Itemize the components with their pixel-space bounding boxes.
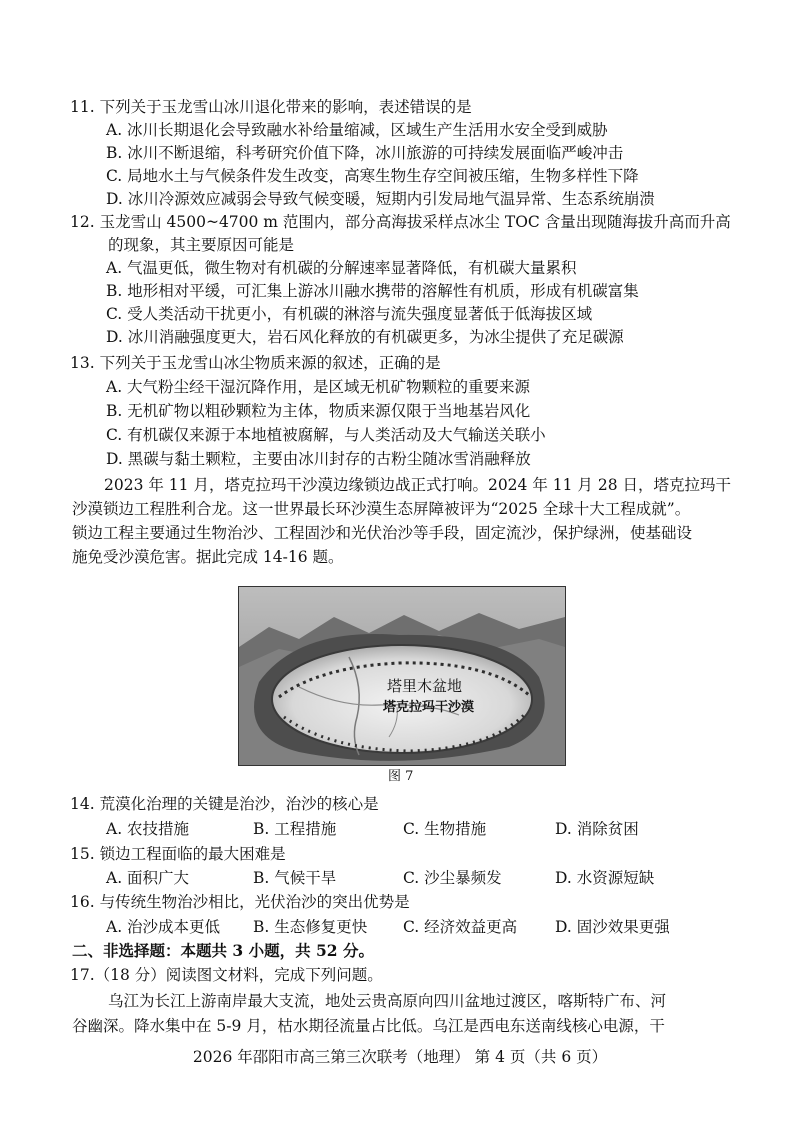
q12-stem-line2: 的现象，其主要原因可能是	[108, 236, 295, 254]
q15-option-a: A. 面积广大	[106, 869, 190, 887]
q12-option-b: B. 地形相对平缓，可汇集上游冰川融水携带的溶解性有机质，形成有机碳富集	[106, 282, 639, 300]
q12-stem-line1: 12. 玉龙雪山 4500~4700 m 范围内，部分高海拔采样点冰尘 TOC 含量出现随海拔升高而升高	[70, 213, 731, 231]
figure-label-taklamakan-desert: 塔克拉玛干沙漠	[383, 699, 475, 714]
q16-stem: 16. 与传统生物治沙相比，光伏治沙的突出优势是	[70, 893, 410, 911]
q11-option-c: C. 局地水土与气候条件发生改变，高寒生物生存空间被压缩，生物多样性下降	[106, 167, 639, 185]
q16-option-c: C. 经济效益更高	[403, 918, 518, 936]
q17-material-line-2: 谷幽深。降水集中在 5-9 月，枯水期径流量占比低。乌江是西电东送南线核心电源，干	[72, 1017, 665, 1035]
q16-option-d: D. 固沙效果更强	[555, 918, 670, 936]
q17-stem: 17.（18 分）阅读图文材料，完成下列问题。	[70, 966, 383, 984]
q12-option-a: A. 气温更低，微生物对有机碳的分解速率显著降低，有机碳大量累积	[106, 259, 577, 277]
figure-tarim-basin-map	[238, 586, 566, 766]
q17-material-line-1: 乌江为长江上游南岸最大支流，地处云贵高原向四川盆地过渡区，喀斯特广布、河	[108, 992, 667, 1010]
q14-option-d: D. 消除贫困	[555, 820, 639, 838]
q14-stem: 14. 荒漠化治理的关键是治沙，治沙的核心是	[70, 795, 379, 813]
q16-option-b: B. 生态修复更快	[253, 918, 368, 936]
figure-caption: 图 7	[388, 769, 414, 784]
q11-option-a: A. 冰川长期退化会导致融水补给量缩减，区域生产生活用水安全受到威胁	[106, 121, 608, 139]
q11-option-d: D. 冰川冷源效应减弱会导致气候变暖，短期内引发局地气温异常、生态系统崩溃	[106, 190, 655, 208]
q13-option-c: C. 有机碳仅来源于本地植被腐解，与人类活动及大气输送关联小	[106, 426, 546, 444]
q14-option-c: C. 生物措施	[403, 820, 487, 838]
q13-option-d: D. 黑碳与黏土颗粒，主要由冰川封存的古粉尘随冰雪消融释放	[106, 450, 531, 468]
passage-line-1: 2023 年 11 月，塔克拉玛干沙漠边缘锁边战正式打响。2024 年 11 月 28 日，塔克拉玛干	[104, 476, 731, 494]
passage-line-4: 施免受沙漠危害。据此完成 14-16 题。	[72, 548, 344, 566]
figure-label-tarim-basin: 塔里木盆地	[387, 678, 463, 695]
tarim-basin-illustration	[239, 587, 565, 765]
q11-stem: 11. 下列关于玉龙雪山冰川退化带来的影响，表述错误的是	[70, 98, 472, 116]
q14-option-b: B. 工程措施	[253, 820, 337, 838]
q14-option-a: A. 农技措施	[106, 820, 190, 838]
q16-option-a: A. 治沙成本更低	[106, 918, 221, 936]
q13-stem: 13. 下列关于玉龙雪山冰尘物质来源的叙述，正确的是	[70, 354, 441, 372]
page-footer: 2026 年邵阳市高三第三次联考（地理） 第 4 页（共 6 页）	[192, 1048, 608, 1066]
q11-option-b: B. 冰川不断退缩，科考研究价值下降，冰川旅游的可持续发展面临严峻冲击	[106, 144, 624, 162]
passage-line-3: 锁边工程主要通过生物治沙、工程固沙和光伏治沙等手段，固定流沙，保护绿洲，使基础设	[72, 524, 693, 542]
q15-stem: 15. 锁边工程面临的最大困难是	[70, 845, 286, 863]
passage-line-2: 沙漠锁边工程胜利合龙。这一世界最长环沙漠生态屏障被评为“2025 全球十大工程成就”。	[72, 500, 691, 518]
section-heading-non-choice: 二、非选择题：本题共 3 小题，共 52 分。	[72, 941, 374, 960]
q15-option-b: B. 气候干旱	[253, 869, 337, 887]
q12-option-d: D. 冰川消融强度更大，岩石风化释放的有机碳更多，为冰尘提供了充足碳源	[106, 328, 624, 346]
q15-option-c: C. 沙尘暴频发	[403, 869, 502, 887]
q13-option-a: A. 大气粉尘经干湿沉降作用，是区域无机矿物颗粒的重要来源	[106, 378, 531, 396]
q15-option-d: D. 水资源短缺	[555, 869, 655, 887]
q12-option-c: C. 受人类活动干扰更小，有机碳的淋溶与流失强度显著低于低海拔区域	[106, 305, 593, 323]
q13-option-b: B. 无机矿物以粗砂颗粒为主体，物质来源仅限于当地基岩风化	[106, 402, 531, 420]
